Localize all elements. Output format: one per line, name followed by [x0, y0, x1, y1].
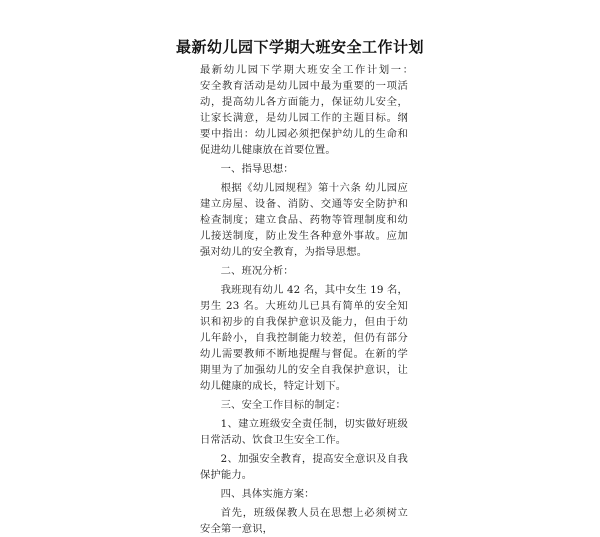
section-heading-safety-goals: 三、安全工作目标的制定：	[220, 399, 346, 411]
paragraph-safety-goal-2: 2、加强安全教育，提高安全意识及自我保护能力。	[200, 453, 408, 481]
intro-paragraph: 最新幼儿园下学期大班安全工作计划一： 安全教育活动是幼儿园中最为重要的一项活动，提高幼儿各方面能力，保证幼儿安全，让家长满意，是幼儿园工作的主题目标。纲要中指出：幼儿园必须把保护幼儿的生命和促进幼儿健康放在首要位置。	[200, 64, 429, 156]
document-title: 最新幼儿园下学期大班安全工作计划	[175, 38, 424, 56]
paragraph-class-analysis: 我班现有幼儿 42 名，其中女生 19 名，男生 23 名。大班幼儿已具有简单的安全知识和初步的自我保护意识及能力，但由于幼儿年龄小，自我控制能力较差，但仍有部分幼儿需要教师不断地提醒与督促。在新的学期里为了加强幼儿的安全自我保护意识，让幼儿健康的成长，特定计划下。	[200, 284, 408, 392]
document-body	[200, 62, 429, 537]
paragraph-safety-goal-1: 1、建立班级安全责任制，切实做好班级日常活动、饮食卫生安全工作。	[200, 418, 408, 446]
paragraph-guiding-ideology: 根据《幼儿园规程》第十六条 幼儿园应建立房屋、设备、消防、交通等安全防护和检查制度；建立食品、药物等管理制度和幼儿接送制度，防止发生各种意外事故。应加强对幼儿的安全教育，为指导思想。	[200, 182, 408, 258]
section-heading-class-analysis: 二、班况分析：	[220, 265, 294, 277]
section-heading-implementation-plan: 四、具体实施方案：	[220, 488, 315, 500]
section-heading-guiding-ideology: 一、指导思想：	[220, 163, 294, 175]
paragraph-implementation-plan: 首先，班级保教人员在思想上必须树立安全第一意识，	[200, 507, 408, 535]
